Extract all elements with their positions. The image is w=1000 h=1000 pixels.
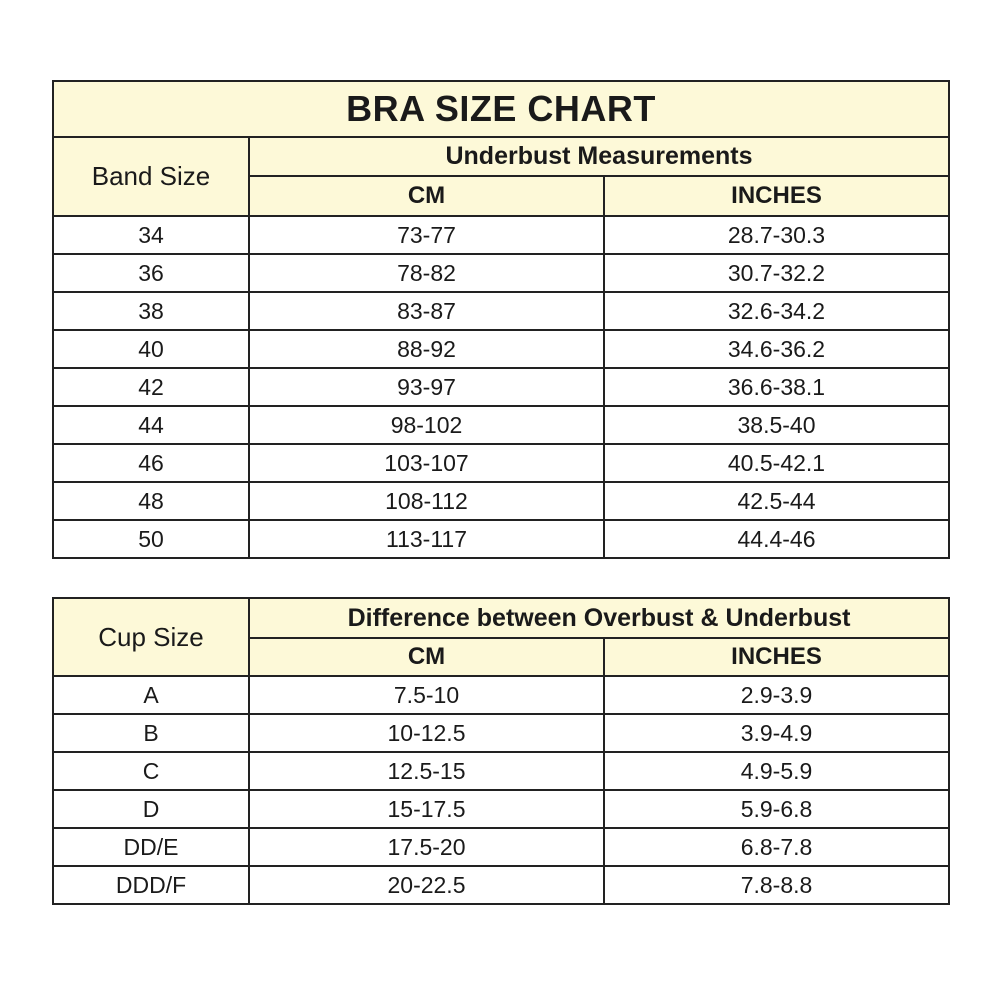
table-row	[53, 790, 949, 828]
table-row	[53, 444, 949, 482]
cm-cell: 103-107	[249, 444, 604, 482]
table-row	[53, 406, 949, 444]
inches-cell: 36.6-38.1	[604, 368, 949, 406]
cm-cell: 10-12.5	[249, 714, 604, 752]
band-size-cell: 36	[53, 254, 249, 292]
band-size-header: Band Size	[53, 137, 249, 216]
band-cm-header: CM	[249, 176, 604, 216]
table-row	[53, 752, 949, 790]
cm-cell: 108-112	[249, 482, 604, 520]
cm-cell: 12.5-15	[249, 752, 604, 790]
cup-size-cell: D	[53, 790, 249, 828]
chart-title: BRA SIZE CHART	[53, 81, 949, 137]
cm-cell: 15-17.5	[249, 790, 604, 828]
cup-size-cell: A	[53, 676, 249, 714]
inches-cell: 30.7-32.2	[604, 254, 949, 292]
cm-cell: 7.5-10	[249, 676, 604, 714]
cup-size-cell: DDD/F	[53, 866, 249, 904]
band-size-cell: 50	[53, 520, 249, 558]
cup-inches-header: INCHES	[604, 638, 949, 676]
cup-size-cell: B	[53, 714, 249, 752]
difference-header: Difference between Overbust & Underbust	[249, 598, 949, 638]
cm-cell: 93-97	[249, 368, 604, 406]
cup-cm-header: CM	[249, 638, 604, 676]
cm-cell: 73-77	[249, 216, 604, 254]
inches-cell: 34.6-36.2	[604, 330, 949, 368]
table-row	[53, 482, 949, 520]
table-row	[53, 330, 949, 368]
cm-cell: 98-102	[249, 406, 604, 444]
cm-cell: 83-87	[249, 292, 604, 330]
table-row	[53, 676, 949, 714]
inches-cell: 3.9-4.9	[604, 714, 949, 752]
inches-cell: 38.5-40	[604, 406, 949, 444]
inches-cell: 5.9-6.8	[604, 790, 949, 828]
band-size-cell: 42	[53, 368, 249, 406]
inches-cell: 2.9-3.9	[604, 676, 949, 714]
band-size-cell: 34	[53, 216, 249, 254]
cm-cell: 20-22.5	[249, 866, 604, 904]
band-inches-header: INCHES	[604, 176, 949, 216]
table-row	[53, 828, 949, 866]
table-row	[53, 292, 949, 330]
underbust-header: Underbust Measurements	[249, 137, 949, 176]
table-row	[53, 714, 949, 752]
band-size-cell: 48	[53, 482, 249, 520]
inches-cell: 32.6-34.2	[604, 292, 949, 330]
band-size-table	[52, 80, 950, 559]
cm-cell: 88-92	[249, 330, 604, 368]
table-row	[53, 216, 949, 254]
band-size-cell: 46	[53, 444, 249, 482]
band-size-cell: 38	[53, 292, 249, 330]
inches-cell: 4.9-5.9	[604, 752, 949, 790]
cup-size-cell: C	[53, 752, 249, 790]
cm-cell: 113-117	[249, 520, 604, 558]
inches-cell: 28.7-30.3	[604, 216, 949, 254]
cup-size-cell: DD/E	[53, 828, 249, 866]
table-row	[53, 520, 949, 558]
inches-cell: 44.4-46	[604, 520, 949, 558]
band-size-cell: 44	[53, 406, 249, 444]
inches-cell: 6.8-7.8	[604, 828, 949, 866]
table-row	[53, 254, 949, 292]
band-size-cell: 40	[53, 330, 249, 368]
table-row	[53, 866, 949, 904]
cm-cell: 17.5-20	[249, 828, 604, 866]
inches-cell: 40.5-42.1	[604, 444, 949, 482]
cup-size-table	[52, 597, 950, 905]
inches-cell: 42.5-44	[604, 482, 949, 520]
cm-cell: 78-82	[249, 254, 604, 292]
inches-cell: 7.8-8.8	[604, 866, 949, 904]
cup-size-header: Cup Size	[53, 598, 249, 676]
table-row	[53, 368, 949, 406]
